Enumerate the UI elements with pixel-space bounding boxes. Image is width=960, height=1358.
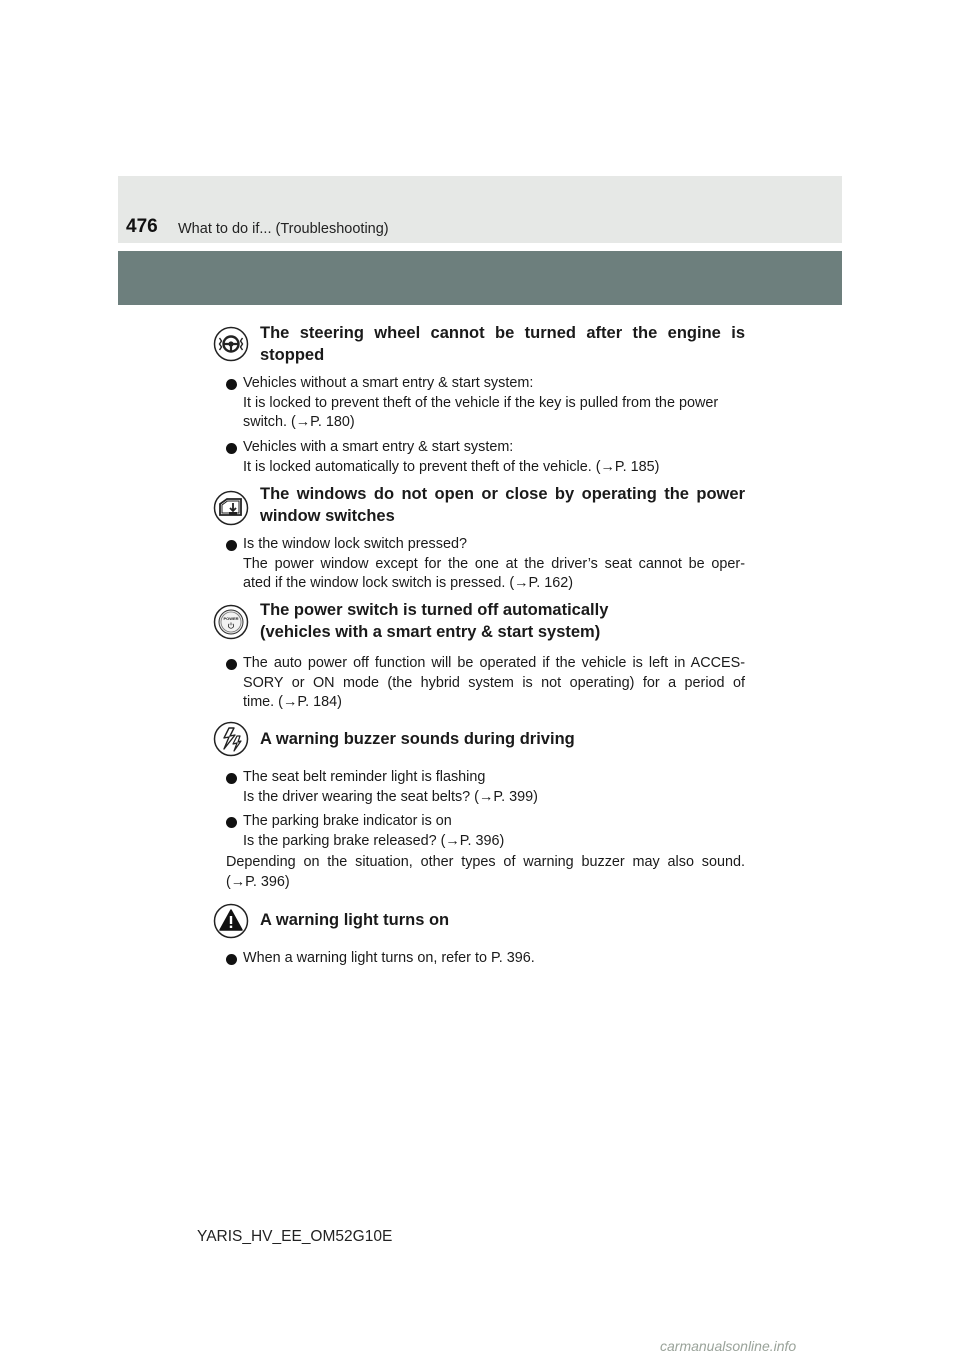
power-switch-icon: [213, 604, 249, 640]
manual-code: YARIS_HV_EE_OM52G10E: [197, 1228, 393, 1245]
bullet-line: SORY or ON mode (the hybrid system is not operating) for a period of: [243, 674, 745, 691]
bullet-line: time. (→P. 184): [243, 694, 342, 710]
heading-line: The power switch is turned off automatically: [260, 601, 609, 619]
bullet-line: The seat belt reminder light is flashing: [243, 769, 486, 785]
bullet-line: ated if the window lock switch is pressed. (→P. 162): [243, 575, 574, 591]
bullet-dot: [226, 773, 237, 784]
page-number: 476: [126, 216, 158, 237]
heading-line: The windows do not open or close by operating the power: [260, 485, 745, 503]
note-paragraph: [226, 853, 745, 892]
bullet-dot: [226, 443, 237, 454]
bullet-dot: [226, 379, 237, 390]
heading-line: (vehicles with a smart entry & start system): [260, 623, 601, 641]
heading-line: A warning buzzer sounds during driving: [260, 730, 575, 748]
bullet-line: When a warning light turns on, refer to P. 396.: [243, 950, 535, 966]
bullet-line: Is the window lock switch pressed?: [243, 536, 467, 552]
bullet-line: It is locked to prevent theft of the vehicle if the key is pulled from the power: [243, 394, 719, 411]
power-label: POWER: [223, 616, 239, 621]
bullet-line: The parking brake indicator is on: [243, 813, 452, 829]
power-window-icon: [213, 490, 249, 526]
bullet-dot: [226, 659, 237, 670]
heading-line: stopped: [260, 346, 325, 364]
bullet-line: It is locked automatically to prevent theft of the vehicle. (→P. 185): [243, 458, 660, 475]
section-title: What to do if... (Troubleshooting): [178, 221, 389, 237]
bullet-line: switch. (→P. 180): [243, 414, 355, 430]
bullet-dot: [226, 540, 237, 551]
bullet-line: The auto power off function will be operated if the vehicle is left in ACCES-: [243, 655, 745, 671]
bullet-dot: [226, 954, 237, 965]
bullet-line: Is the parking brake released? (→P. 396): [243, 832, 505, 849]
steering-wheel-lock-icon: [213, 326, 249, 362]
topic-heading: [260, 599, 745, 643]
topic-heading: [260, 483, 745, 527]
title-bar: [118, 251, 842, 305]
heading-line: window switches: [260, 507, 395, 525]
warning-triangle-icon: [213, 903, 249, 939]
heading-line: A warning light turns on: [260, 911, 450, 929]
bullet-line: Is the driver wearing the seat belts? (→P. 399): [243, 788, 538, 805]
bullet-line: Vehicles without a smart entry & start system:: [243, 375, 534, 391]
warning-buzzer-icon: [213, 721, 249, 757]
note-line: Depending on the situation, other types of warning buzzer may also sound.: [226, 854, 745, 870]
bullet-line: The power window except for the one at the driver’s seat cannot be oper-: [243, 555, 745, 572]
topic-heading: [260, 728, 745, 750]
topic-heading: [260, 322, 745, 366]
bullet-dot: [226, 817, 237, 828]
topic-heading: [260, 909, 745, 931]
watermark: carmanualsonline.info: [660, 1338, 797, 1354]
note-line: (→P. 396): [226, 873, 290, 890]
bullet-line: Vehicles with a smart entry & start system:: [243, 439, 514, 455]
heading-line: The steering wheel cannot be turned after the engine is: [260, 324, 745, 342]
